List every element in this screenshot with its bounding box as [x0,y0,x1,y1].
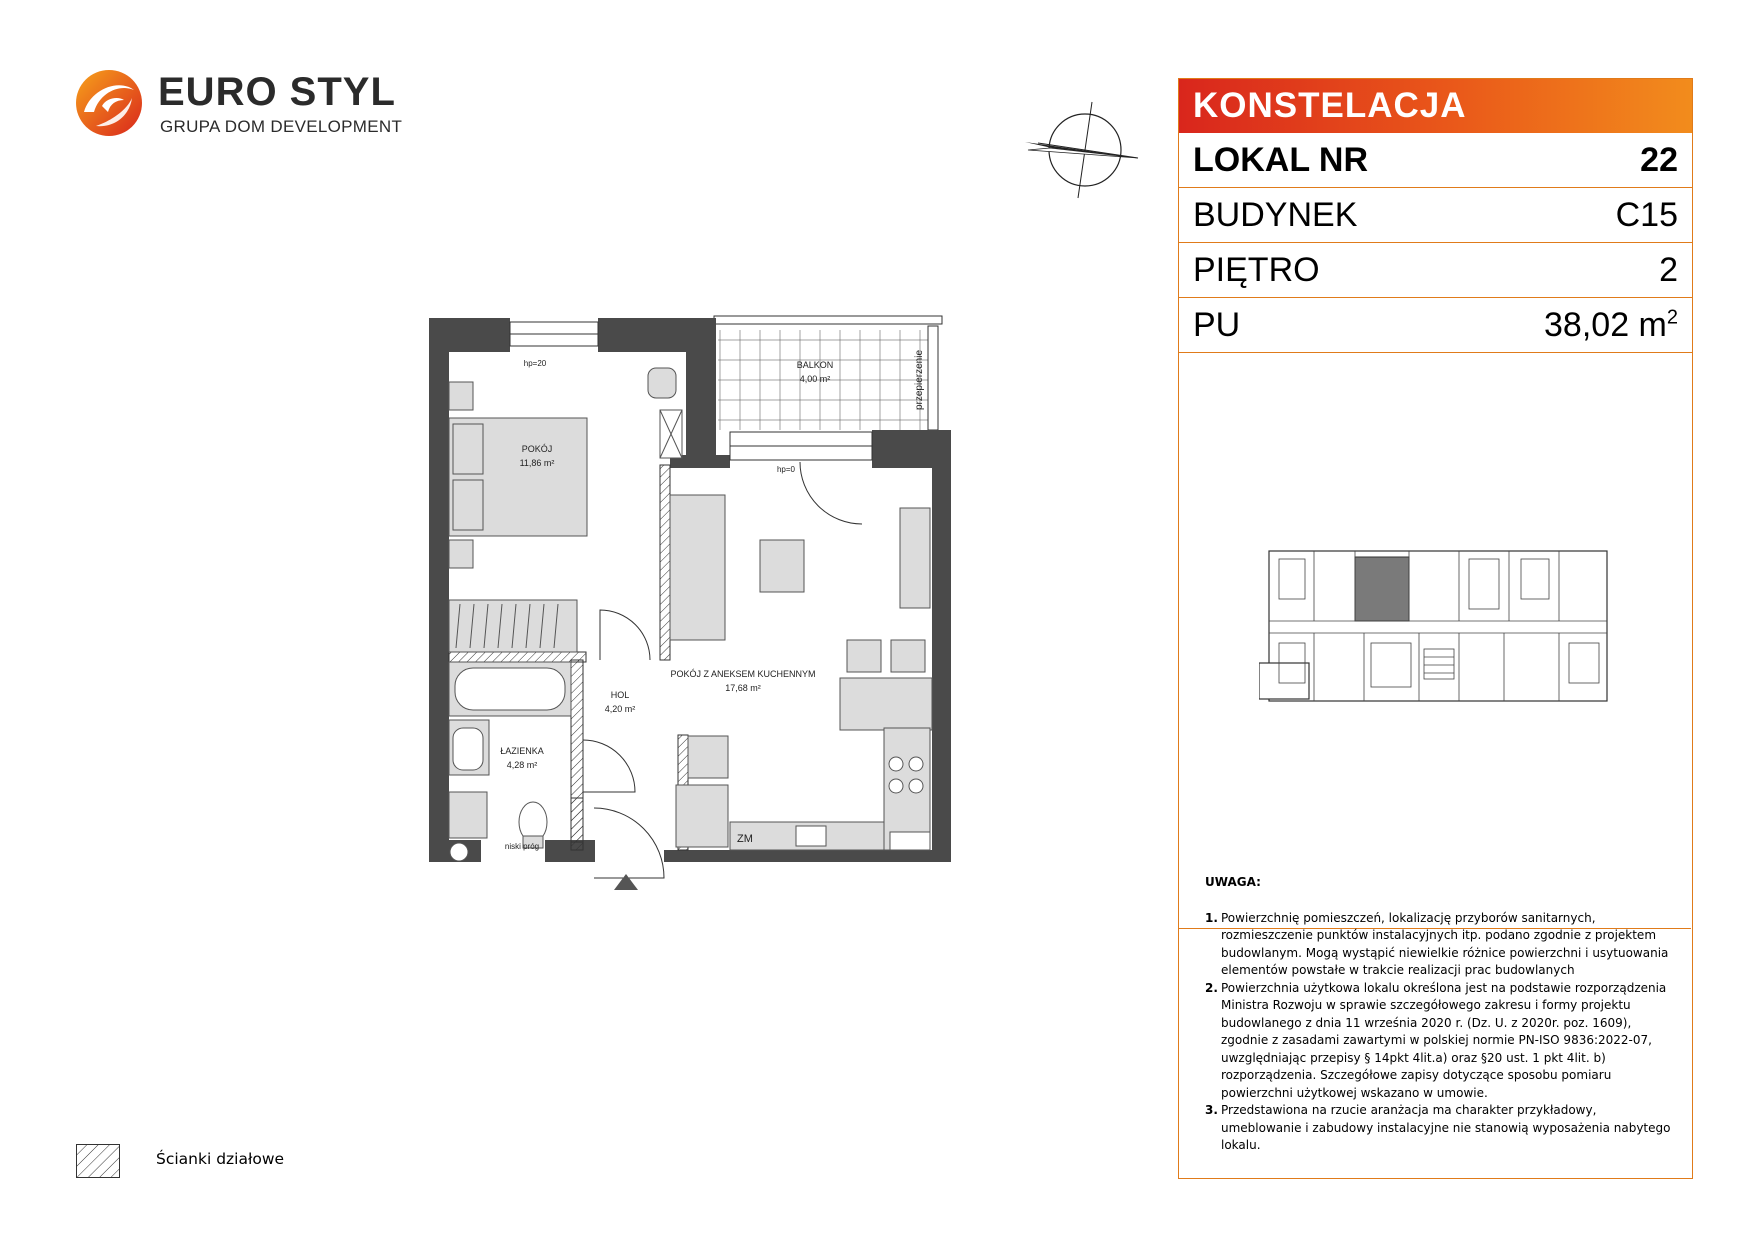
kitchen-counter [730,728,930,850]
przepierzenie-label: przepierzenie [914,349,925,411]
budynek-value: C15 [1615,195,1678,234]
hol-area: 4,20 m² [604,704,636,714]
row-pietro [1179,243,1692,298]
logo-swirl-icon [74,68,144,138]
lazienka-name: ŁAZIENKA [500,746,544,756]
hp0-label: hp=0 [776,465,796,474]
niski-prog-label: niski próg [504,842,540,851]
balcony-area [714,316,942,430]
key-plan-area [1179,354,1691,929]
entrance-arrow-icon [614,874,638,890]
lazienka-area: 4,28 m² [506,760,538,770]
logo-subtitle: GRUPA DOM DEVELOPMENT [160,117,403,136]
pokoj-aneks-area: 17,68 m² [725,683,761,693]
note-3-num: 3. [1205,1103,1218,1117]
pu-value [1544,306,1678,345]
pu-label: PU [1193,305,1241,344]
legend-label: Ścianki działowe [156,1150,285,1168]
note-2 [1205,980,1675,1103]
floor-plan [420,310,960,900]
hatch-swatch-icon [76,1144,120,1178]
logo-name: EURO STYL [158,70,396,114]
zm-label: ZM [737,833,753,845]
note-3 [1205,1102,1675,1155]
panel-title: KONSTELACJA [1179,79,1692,133]
pokoj-area: 11,86 m² [519,458,555,468]
note-1 [1205,910,1675,980]
note-1-num: 1. [1205,910,1218,925]
note-2-num: 2. [1205,980,1218,995]
info-panel [1178,78,1693,1179]
pietro-value: 2 [1659,250,1678,289]
compass-icon [1020,100,1145,200]
balcony-door [730,432,872,524]
notes-title: UWAGA: [1205,875,1261,889]
note-3-text: Przedstawiona na rzucie aranżacja ma charakter przykładowy, umeblowanie i zabudowy instalacyjne nie stanowią wyposażenia nabytego lokalu. [1221,1103,1671,1152]
balkon-area: 4,00 m² [799,374,831,384]
budynek-label: BUDYNEK [1193,195,1358,234]
pu-unit-sup: 2 [1666,306,1678,329]
note-2-text: Powierzchnia użytkowa lokalu określona jest na podstawie rozporządzenia Ministra Rozwoju w sprawie szczegółowego zakresu i formy projektu budowlanego z dnia 11 września 2020 r. (Dz. U. z 2020r. poz. 1609), zgodnie z zasadami zawartymi w polskiej normie PN-ISO 9836:2022-07, uwzględniając przepisy § 14pkt 4lit.a) oraz §20 ust. 1 pkt 4lit. b) rozporządzenia. Szczegółowe zapisy dotyczące sposobu pomiaru powierzchni użytkowej wskazano w umowie. [1221,980,1667,1100]
row-pu [1179,298,1692,353]
lokal-label: LOKAL NR [1193,140,1369,179]
brand-logo [74,68,403,148]
balkon-name: BALKON [796,360,834,370]
pietro-label: PIĘTRO [1193,250,1320,289]
pokoj-name: POKÓJ [521,444,553,454]
window-top [510,322,598,346]
hp20-label: hp=20 [523,359,547,368]
pokoj-aneks-name: POKÓJ Z ANEKSEM KUCHENNYM [670,669,816,679]
row-budynek [1179,188,1692,243]
key-plan [1259,539,1619,719]
hol-name: HOL [610,690,630,700]
doors [583,610,664,878]
note-1-text: Powierzchnię pomieszczeń, lokalizację przyborów sanitarnych, rozmieszczenie punktów instalacyjnych itp. podano zgodnie z projektem budowlanym. Mogą wystąpić niewielkie różnice powierzchni i usytuowania elementów powstałe w trakcie realizacji prac budowlanych [1221,910,1669,977]
bedroom-furniture [449,368,682,568]
pu-number: 38,02 m [1544,305,1667,344]
notes [1205,874,1675,1155]
lokal-value: 22 [1640,140,1678,179]
row-lokal [1179,133,1692,188]
